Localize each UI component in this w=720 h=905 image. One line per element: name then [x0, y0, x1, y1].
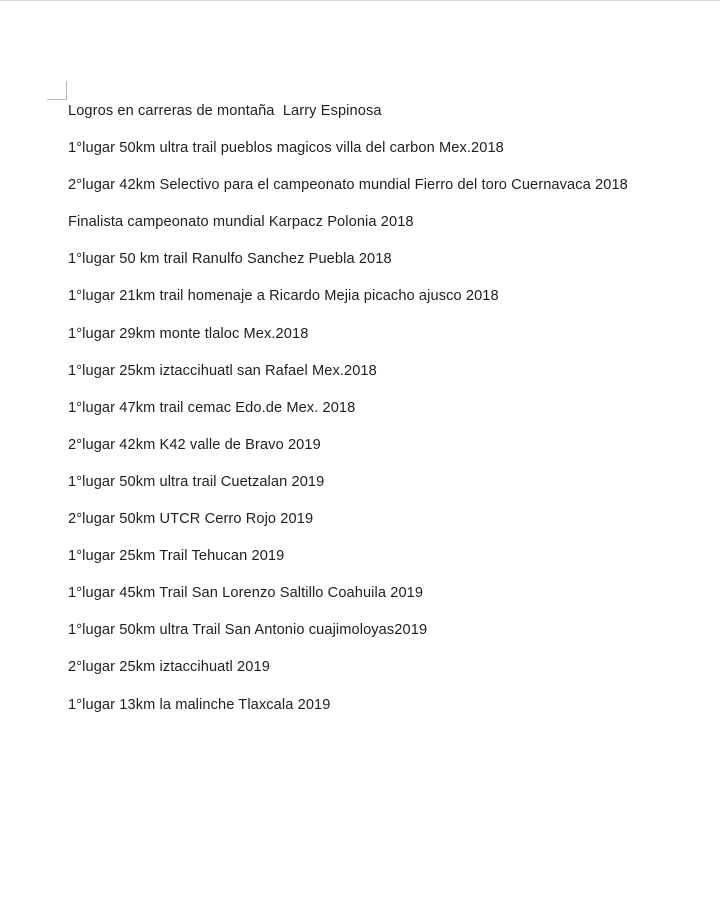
achievement-line: 1°lugar 47km trail cemac Edo.de Mex. 2018 [68, 399, 356, 416]
achievement-line: 2°lugar 42km Selectivo para el campeonato mundial Fierro del toro Cuernavaca 2018 [68, 177, 628, 194]
achievement-line: 1°lugar 21km trail homenaje a Ricardo Mejia picacho ajusco 2018 [68, 288, 499, 305]
achievement-line: 1°lugar 50km ultra trail Cuetzalan 2019 [68, 473, 325, 490]
achievement-line: 1°lugar 50 km trail Ranulfo Sanchez Puebla 2018 [68, 251, 392, 268]
achievement-line: 2°lugar 50km UTCR Cerro Rojo 2019 [68, 511, 314, 528]
achievement-line: 1°lugar 25km Trail Tehucan 2019 [68, 548, 285, 565]
margin-corner-mark [47, 81, 67, 100]
achievement-line: 1°lugar 29km monte tlaloc Mex.2018 [68, 325, 309, 342]
achievement-line: 1°lugar 50km ultra Trail San Antonio cuajimoloyas2019 [68, 622, 428, 639]
achievement-line: 2°lugar 42km K42 valle de Bravo 2019 [68, 436, 321, 453]
achievement-line: 1°lugar 25km iztaccihuatl san Rafael Mex.2018 [68, 362, 377, 379]
achievement-line: 1°lugar 50km ultra trail pueblos magicos villa del carbon Mex.2018 [68, 140, 504, 157]
document-page[interactable] [0, 1, 720, 905]
achievement-line: 2°lugar 25km iztaccihuatl 2019 [68, 659, 270, 676]
achievement-line: 1°lugar 13km la malinche Tlaxcala 2019 [68, 696, 331, 713]
document-body[interactable] [68, 101, 708, 732]
achievement-line: 1°lugar 45km Trail San Lorenzo Saltillo Coahuila 2019 [68, 585, 424, 602]
achievement-line: Finalista campeonato mundial Karpacz Polonia 2018 [68, 214, 414, 231]
document-title: Logros en carreras de montaña Larry Espinosa [68, 103, 382, 119]
